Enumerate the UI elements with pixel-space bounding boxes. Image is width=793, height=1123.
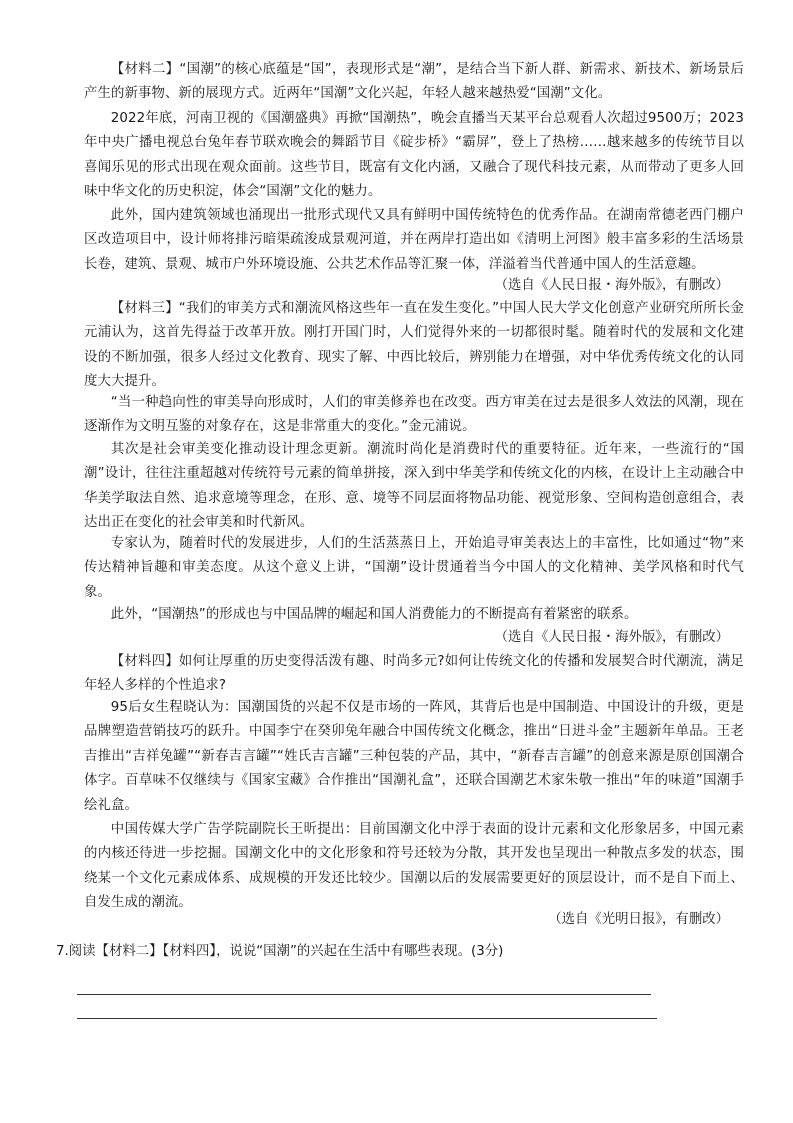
answer-line-1 xyxy=(77,994,651,995)
material3-paragraph-3: 其次是社会审美变化推动设计理念更新。潮流时尚化是消费时代的重要特征。近年来，一些流行的“国潮”设计，往往注重超越对传统符号元素的简单拼接，深入到中华美学和传统文化的内核，在设计上主动融合中华美学取法自然、追求意境等理念，在形、意、境等不同层面将物品功能、视觉形象、空间构造创意组合，表达出正在变化的社会审美和时代新风。 xyxy=(84,442,744,531)
answer-line-2 xyxy=(77,1018,657,1019)
material3-paragraph-2: “当一种趋向性的审美导向形成时，人们的审美修养也在改变。西方审美在过去是很多人效法的风潮，现在逐渐作为文明互鉴的对象存在，这是非常重大的变化。”金元浦说。 xyxy=(84,395,744,435)
material3-paragraph-1: 【材料三】“我们的审美方式和潮流风格这些年一直在发生变化。”中国人民大学文化创意产业研究所所长金元浦认为，这首先得益于改革开放。刚打开国门时，人们觉得外来的一切都很时髦。随着时代的发展和文化建设的不断加强，很多人经过文化教育、现实了解、中西比较后，辨别能力在增强，对中华优秀传统文化的认同度大大提升。 xyxy=(84,301,744,390)
material2-paragraph-3: 此外，国内建筑领域也涌现出一批形式现代又具有鲜明中国传统特色的优秀作品。在湖南常德老西门棚户区改造项目中，设计师将排污暗渠疏浚成景观河道，并在两岸打造出如《清明上河图》般丰富多彩的生活场景长卷，建筑、景观、城市户外环境设施、公共艺术作品等汇聚一体，洋溢着当代普通中国人的生活意趣。 xyxy=(84,208,744,272)
material2-paragraph-1: 【材料二】“国潮”的核心底蕴是“国”，表现形式是“潮”，是结合当下新人群、新需求、新技术、新场景后产生的新事物、新的展现方式。近两年“国潮”文化兴起，年轻人越来越热爱“国潮”文化。 xyxy=(84,62,744,102)
material3-paragraph-5: 此外，“国潮热”的形成也与中国品牌的崛起和国人消费能力的不断提高有着紧密的联系。 xyxy=(110,607,638,622)
material4-source: （选自《光明日报》，有删改） xyxy=(548,912,729,927)
material4-paragraph-2: 95后女生程晓认为：国潮国货的兴起不仅是市场的一阵风，其背后也是中国制造、中国设计的升级，更是品牌塑造营销技巧的跃升。中国李宁在癸卯兔年融合中国传统文化概念，推出“日进斗金”主题新年单品。王老吉推出“吉祥兔罐”“新春吉言罐”“姓氏吉言罐”三种包装的产品，其中，“新春吉言罐”的创意来源是原创国潮合体字。百草味不仅继续与《国家宝藏》合作推出“国潮礼盒”，还联合国潮艺术家朱敬一推出“年的味道”国潮手绘礼盒。 xyxy=(84,700,744,813)
material3-source: （选自《人民日报・海外版》，有删改） xyxy=(494,630,729,645)
material3-paragraph-4: 专家认为，随着时代的发展进步，人们的生活蒸蒸日上，开始追寻审美表达上的丰富性，比如通过“物”来传达精神旨趣和审美态度。从这个意义上讲，“国潮”设计贯通着当今中国人的文化精神、美学风格和时代气象。 xyxy=(84,536,744,600)
question-7: 7.阅读【材料二】【材料四】，说说“国潮”的兴起在生活中有哪些表现。(3分) xyxy=(56,944,504,959)
material2-paragraph-2: 2022年底，河南卫视的《国潮盛典》再掀“国潮热”，晚会直播当天某平台总观看人次超过9500万；2023年中央广播电视总台兔年春节联欢晚会的舞蹈节目《碇步桥》“霸屏”，登上了热榜……越来越多的传统节目以喜闻乐见的形式出现在观众面前。这些节目，既富有文化内涵，又融合了现代科技元素，从而带动了更多人回味中华文化的历史积淀，体会“国潮”文化的魅力。 xyxy=(84,111,744,200)
material4-paragraph-1: 【材料四】如何让厚重的历史变得活泼有趣、时尚多元?如何让传统文化的传播和发展契合时代潮流，满足年轻人多样的个性追求? xyxy=(84,654,744,694)
material4-paragraph-3: 中国传媒大学广告学院副院长王昕提出：目前国潮文化中浮于表面的设计元素和文化形象居多，中国元素的内核还待进一步挖掘。国潮文化中的文化形象和符号还较为分散，其开发也呈现出一种散点多发的状态，围绕某一个文化元素成体系、成规模的开发还比较少。国潮以后的发展需要更好的顶层设计，而不是自下而上、自发生成的潮流。 xyxy=(84,822,744,911)
material2-source: （选自《人民日报・海外版》，有删改） xyxy=(494,278,729,293)
